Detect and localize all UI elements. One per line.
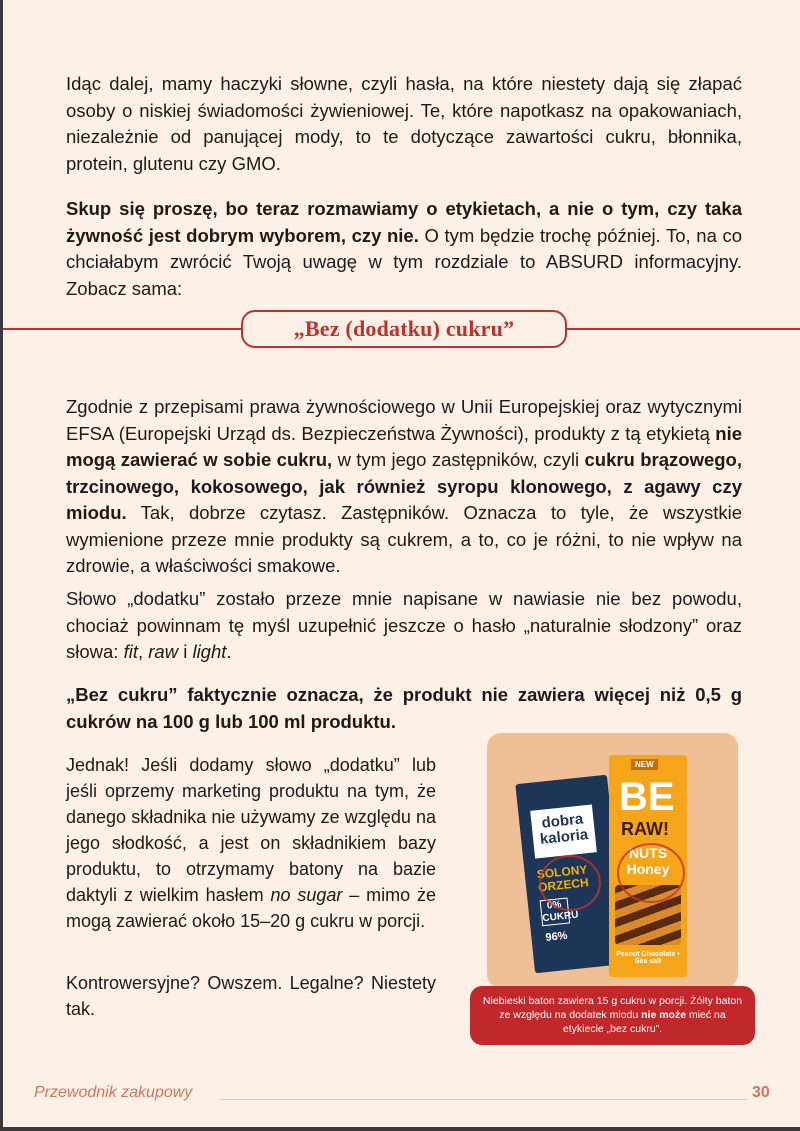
footer-title: Przewodnik zakupowy: [34, 1084, 193, 1101]
italic-text: light: [192, 641, 227, 662]
paragraph-definition: „Bez cukru” faktycznie oznacza, że produkt nie zawiera więcej niż 0,5 g cukrów na 100 g lub 100 ml produktu.: [66, 684, 742, 732]
text: .: [226, 641, 232, 662]
blue-bar-percent: 96%: [544, 929, 569, 944]
italic-text: fit: [123, 641, 138, 662]
footer-divider: [219, 1099, 747, 1100]
page-number: 30: [752, 1084, 770, 1101]
text: Niebieski baton zawiera 15 g cukru w porcji. Żółty baton ze względu na dodatek miodu: [482, 995, 743, 1021]
text: – mimo że mogą zawierać około 15–20 g cukru w porcji.: [66, 885, 436, 931]
bold-text: cukru brązowego, trzcinowego, kokosowego, jak również syropu klonowego, z agawy czy miodu.: [66, 449, 742, 523]
blue-bar-flavor: SOLONY ORZECH: [536, 862, 590, 895]
highlight-circle-icon: [617, 843, 685, 903]
yellow-bar-tag: NEW: [631, 759, 658, 770]
paragraph-eu-law: [66, 394, 742, 580]
section-title: „Bez (dodatku) cukru”: [241, 310, 567, 348]
text: Tak, dobrze czytasz. Zastępników. Oznacza to tyle, że wszystkie wymienione przeze mnie produkty są cukrem, a to, co je różni, to nie wpływ na zdrowie, a właściwości smakowe.: [66, 502, 742, 576]
italic-text: no sugar: [270, 885, 343, 905]
text: mieć na etykiecie „bez cukru”.: [562, 1009, 726, 1035]
viewer-border: [0, 1127, 800, 1131]
text: Słowo „dodatku” zostało przeze mnie napisane w nawiasie nie bez powodu, chociaż powinnam tę myśl uzupełnić jeszcze o hasło „naturalnie słodzony” oraz słowa:: [66, 588, 742, 662]
yellow-bar-desc: Peanut Chocolate • Sea salt: [616, 951, 680, 965]
text: Zgodnie z przepisami prawa żywnościowego w Unii Europejskiej oraz wytycznymi EFSA (Europejski Urząd ds. Bezpieczeństwa Żywności), produkty z tą etykietą: [66, 396, 742, 444]
text: ,: [137, 641, 149, 662]
blue-bar-badge: 0% CUKRU: [540, 898, 571, 927]
text: O tym będzie trochę później. To, na co chciałabym zwrócić Twoją uwagę w tym rozdziale to ABSURD informacyjny. Zobacz sama:: [66, 224, 742, 299]
text: w tym jego zastępników, czyli: [332, 449, 585, 470]
paragraph-controversial: Kontrowersyjne? Owszem. Legalne? Niestety tak.: [66, 973, 436, 1019]
paragraph-dodatku: [66, 586, 742, 666]
text: Jednak! Jeśli dodamy słowo „dodatku” lub jeśli oprzemy marketing produktu na tym, że danego składnika nie używamy ze względu na jego słodkość, a jest on składnikiem bazy produktu, to otrzymamy batony na bazie daktyli z wielkim hasłem: [66, 755, 436, 905]
yellow-bar-brand-sub: RAW!: [621, 819, 669, 839]
paragraph-intro: Idąc dalej, mamy haczyki słowne, czyli hasła, na które niestety dają się złapać osoby o niskiej świadomości żywieniowej. Te, które napotkasz na opakowaniach, niezależnie od panującej mody, to te dotyczące zawartości cukru, błonnika, protein, glutenu czy GMO.: [66, 73, 742, 174]
yellow-bar-flavor: NUTS Honey: [626, 845, 670, 877]
paragraph-focus: [66, 196, 742, 302]
bold-text: nie może: [641, 1009, 687, 1021]
paragraph-jednak: [66, 752, 436, 934]
product-photo: [487, 733, 738, 988]
yellow-bar-brand: BE: [619, 775, 675, 819]
italic-text: raw: [148, 641, 179, 662]
photo-caption: [470, 986, 755, 1045]
bold-text: nie mogą zawierać w sobie cukru,: [66, 422, 742, 470]
blue-bar-brand: dobra kaloria: [530, 804, 597, 858]
document-page: [3, 0, 800, 1127]
text: i: [178, 641, 193, 662]
highlight-circle-icon: [539, 855, 601, 911]
bold-text: Skup się proszę, bo teraz rozmawiamy o etykietach, a nie o tym, czy taka żywność jest dobrym wyborem, czy nie.: [66, 198, 742, 246]
